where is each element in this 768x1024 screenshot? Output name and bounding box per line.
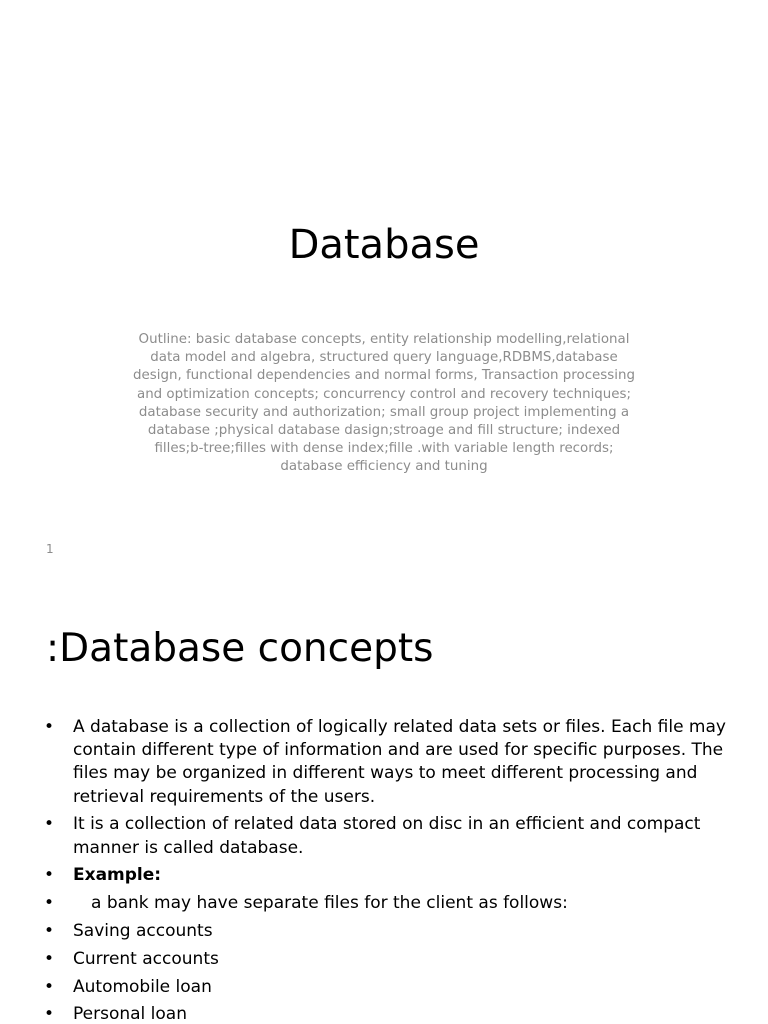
bullet-icon: • <box>44 893 55 914</box>
list-item-text: A database is a collection of logically related data sets or files. Each file may contain different type of information and are used for specific purposes. The files may be organized in different ways to meet different processing and retrieval requirements of the users. <box>73 717 726 807</box>
list-item-text: Saving accounts <box>73 921 213 941</box>
list-item-text: Example: <box>73 865 162 886</box>
list-item-text: Personal loan <box>73 1004 187 1024</box>
bullet-icon: • <box>44 717 55 737</box>
list-item <box>44 976 734 999</box>
bullet-icon: • <box>44 1004 55 1024</box>
list-item <box>44 716 734 809</box>
list-item-text: Automobile loan <box>73 976 212 997</box>
bullet-list <box>44 716 734 1024</box>
slide-outline-text: Outline: basic database concepts, entity relationship modelling,relational data model and algebra, structured query language,RDBMS,database design, functional dependencies and normal forms, Transaction processing and optimization concepts; concurrency control and recovery techniques; database security and authorization; small group project implementing a database ;physical database dasign;stroage and fill structure; indexed filles;b-tree;filles with dense index;fille .with variable length records; database efficiency and tuning <box>133 332 635 475</box>
bullet-icon: • <box>44 814 55 835</box>
bullet-icon: • <box>44 948 55 969</box>
section-heading: :Database concepts <box>46 626 434 671</box>
list-item <box>44 892 734 915</box>
list-item-text: It is a collection of related data stored on disc in an efficient and compact manner is called database. <box>73 814 701 858</box>
slide-title: Database <box>288 222 480 268</box>
bullet-icon: • <box>44 865 55 886</box>
list-item <box>44 864 734 887</box>
bullet-icon: • <box>44 921 55 941</box>
list-item <box>44 920 734 943</box>
bullet-icon: • <box>44 976 55 997</box>
list-item <box>44 948 734 971</box>
list-item <box>44 813 734 859</box>
list-item-text: a bank may have separate files for the client as follows: <box>91 893 568 914</box>
slide-number: 1 <box>46 542 54 556</box>
list-item <box>44 1003 734 1024</box>
list-item-text: Current accounts <box>73 948 219 969</box>
